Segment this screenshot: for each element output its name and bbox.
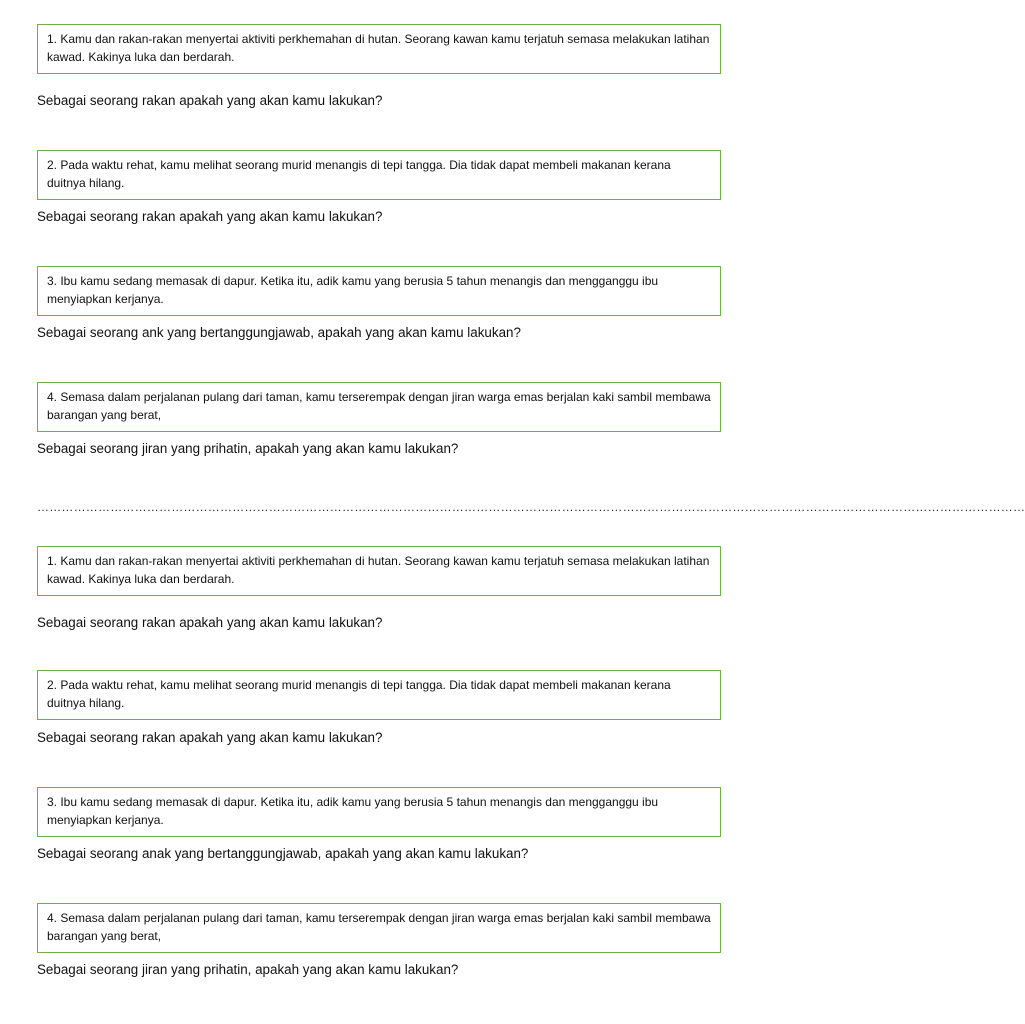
question-1: Sebagai seorang rakan apakah yang akan kamu lakukan? (37, 93, 383, 108)
scenario-text: 2. Pada waktu rehat, kamu melihat seorang murid menangis di tepi tangga. Dia tidak dapat membeli makanan kerana duitnya hilang. (47, 158, 671, 190)
scenario-box-4 (37, 903, 721, 953)
scenario-box-3 (37, 266, 721, 316)
question-2: Sebagai seorang rakan apakah yang akan kamu lakukan? (37, 730, 383, 745)
question-2: Sebagai seorang rakan apakah yang akan kamu lakukan? (37, 209, 383, 224)
scenario-box-2 (37, 670, 721, 720)
question-3: Sebagai seorang ank yang bertanggungjawab, apakah yang akan kamu lakukan? (37, 325, 521, 340)
scenario-text: 3. Ibu kamu sedang memasak di dapur. Ketika itu, adik kamu yang berusia 5 tahun menangis dan mengganggu ibu menyiapkan kerjanya. (47, 795, 659, 827)
scenario-box-1 (37, 24, 721, 74)
scenario-text: 1. Kamu dan rakan-rakan menyertai aktiviti perkhemahan di hutan. Seorang kawan kamu terjatuh semasa melakukan latihan kawad. Kakinya luka dan berdarah. (47, 32, 710, 64)
scenario-box-3 (37, 787, 721, 837)
question-3: Sebagai seorang anak yang bertanggungjawab, apakah yang akan kamu lakukan? (37, 846, 529, 861)
question-4: Sebagai seorang jiran yang prihatin, apakah yang akan kamu lakukan? (37, 441, 459, 456)
dotted-divider: ……………………………………………………………………………………………………………………………………………………………………………………………………………………… (37, 500, 1025, 514)
scenario-text: 4. Semasa dalam perjalanan pulang dari taman, kamu terserempak dengan jiran warga emas berjalan kaki sambil membawa barangan yang berat, (47, 911, 711, 943)
scenario-box-1 (37, 546, 721, 596)
scenario-text: 4. Semasa dalam perjalanan pulang dari taman, kamu terserempak dengan jiran warga emas berjalan kaki sambil membawa barangan yang berat, (47, 390, 711, 422)
scenario-box-2 (37, 150, 721, 200)
scenario-box-4 (37, 382, 721, 432)
question-4: Sebagai seorang jiran yang prihatin, apakah yang akan kamu lakukan? (37, 962, 459, 977)
scenario-text: 2. Pada waktu rehat, kamu melihat seorang murid menangis di tepi tangga. Dia tidak dapat membeli makanan kerana duitnya hilang. (47, 678, 671, 710)
scenario-text: 3. Ibu kamu sedang memasak di dapur. Ketika itu, adik kamu yang berusia 5 tahun menangis dan mengganggu ibu menyiapkan kerjanya. (47, 274, 659, 306)
question-1: Sebagai seorang rakan apakah yang akan kamu lakukan? (37, 615, 383, 630)
scenario-text: 1. Kamu dan rakan-rakan menyertai aktiviti perkhemahan di hutan. Seorang kawan kamu terjatuh semasa melakukan latihan kawad. Kakinya luka dan berdarah. (47, 554, 710, 586)
